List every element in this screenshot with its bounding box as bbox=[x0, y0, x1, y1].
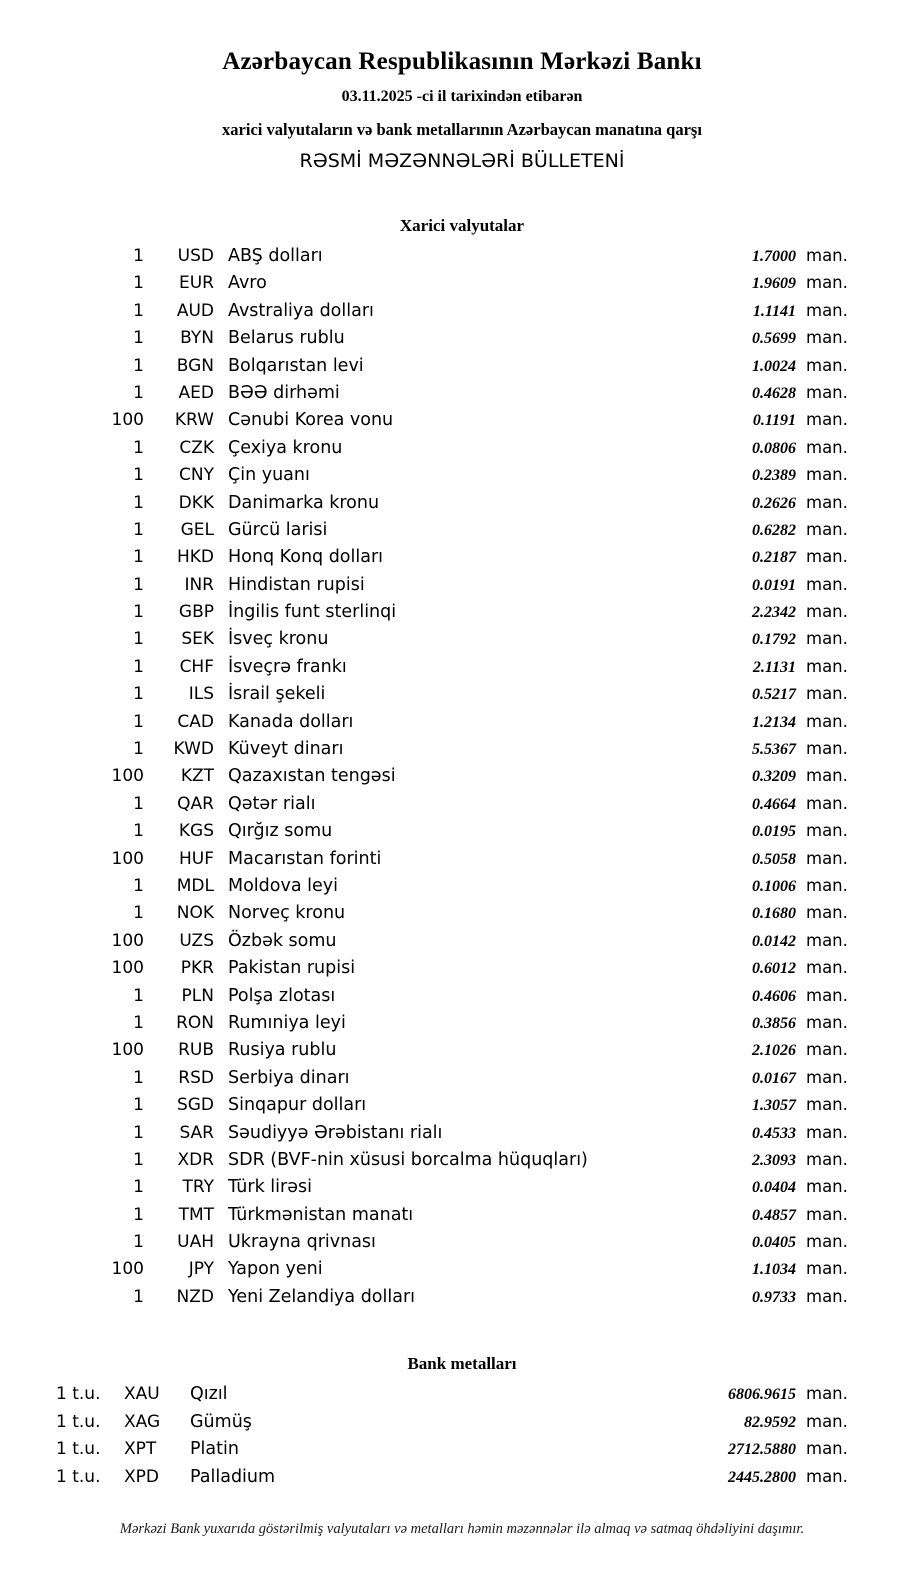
table-row bbox=[56, 547, 868, 574]
currency-name: Qırğız somu bbox=[228, 821, 333, 842]
currency-quantity: 1 bbox=[133, 629, 144, 650]
currency-name: Bolqarıstan levi bbox=[228, 355, 364, 376]
table-row bbox=[56, 1068, 868, 1095]
currency-rate: 0.6012 bbox=[752, 960, 796, 978]
currency-name: Qazaxıstan tengəsi bbox=[228, 766, 396, 787]
currency-unit: man. bbox=[806, 848, 848, 868]
table-row bbox=[56, 438, 868, 465]
currency-code: NZD bbox=[176, 1286, 214, 1307]
currency-quantity: 1 bbox=[133, 492, 144, 513]
table-row bbox=[56, 1095, 868, 1122]
currency-rate: 0.3856 bbox=[752, 1014, 796, 1032]
metal-code: XAU bbox=[124, 1384, 160, 1405]
effective-date-line: 03.11.2025 -ci il tarixindən etibarən bbox=[341, 88, 583, 105]
table-row bbox=[56, 1384, 868, 1412]
currency-name: Yapon yeni bbox=[228, 1259, 323, 1280]
currency-name: Özbək somu bbox=[228, 930, 337, 951]
currency-name: Türk lirəsi bbox=[228, 1177, 312, 1198]
section-title-metals: Bank metalları bbox=[407, 1354, 517, 1374]
currency-rate: 5.5367 bbox=[752, 741, 796, 759]
currency-unit: man. bbox=[806, 1259, 848, 1279]
currency-name: Kanada dolları bbox=[228, 711, 354, 732]
currency-rate: 0.5699 bbox=[752, 330, 796, 348]
currency-unit: man. bbox=[806, 930, 848, 950]
currency-quantity: 100 bbox=[111, 410, 144, 431]
currency-code: KWD bbox=[173, 739, 214, 760]
currency-rate: 0.4664 bbox=[752, 795, 796, 813]
currency-quantity: 1 bbox=[133, 355, 144, 376]
currency-name: Honq Konq dolları bbox=[228, 547, 384, 568]
bulletin-heading: RƏSMİ MƏZƏNNƏLƏRİ BÜLLETENİ bbox=[299, 150, 625, 172]
currency-code: SGD bbox=[176, 1095, 214, 1116]
currency-quantity: 1 bbox=[133, 875, 144, 896]
currency-quantity: 100 bbox=[111, 848, 144, 869]
metal-quantity: 1 t.u. bbox=[56, 1384, 101, 1405]
currency-code: RON bbox=[176, 1012, 214, 1033]
currency-name: Sinqapur dolları bbox=[228, 1095, 367, 1116]
currency-quantity: 1 bbox=[133, 821, 144, 842]
currency-name: Danimarka kronu bbox=[228, 492, 380, 513]
currency-code: INR bbox=[184, 574, 214, 595]
table-row bbox=[56, 657, 868, 684]
currency-unit: man. bbox=[806, 903, 848, 923]
currency-rate: 0.6282 bbox=[752, 521, 796, 539]
table-row bbox=[56, 1040, 868, 1067]
currency-name: Macarıstan forinti bbox=[228, 848, 382, 869]
currency-name: İsveç kronu bbox=[228, 629, 329, 650]
currency-rate: 0.1792 bbox=[752, 631, 796, 649]
currency-rate: 0.9733 bbox=[752, 1288, 796, 1306]
currency-rate: 0.2187 bbox=[752, 549, 796, 567]
metal-unit: man. bbox=[806, 1439, 848, 1459]
table-row bbox=[56, 1123, 868, 1150]
currency-code: RUB bbox=[178, 1040, 214, 1061]
currency-quantity: 1 bbox=[133, 656, 144, 677]
currency-name: Moldova leyi bbox=[228, 875, 338, 896]
currency-unit: man. bbox=[806, 766, 848, 786]
currency-quantity: 1 bbox=[133, 602, 144, 623]
currency-quantity: 1 bbox=[133, 793, 144, 814]
currency-code: CAD bbox=[177, 711, 214, 732]
currency-quantity: 1 bbox=[133, 684, 144, 705]
table-row bbox=[56, 246, 868, 273]
table-row bbox=[56, 1150, 868, 1177]
currency-quantity: 1 bbox=[133, 1067, 144, 1088]
currency-rate: 0.2389 bbox=[752, 467, 796, 485]
metal-name: Palladium bbox=[190, 1467, 276, 1488]
currency-name: Avstraliya dolları bbox=[228, 300, 374, 321]
currency-unit: man. bbox=[806, 300, 848, 320]
currency-unit: man. bbox=[806, 1177, 848, 1197]
table-row bbox=[56, 903, 868, 930]
currency-unit: man. bbox=[806, 1204, 848, 1224]
currency-unit: man. bbox=[806, 410, 848, 430]
table-row bbox=[56, 1259, 868, 1286]
currency-rows bbox=[56, 246, 868, 1314]
currency-rate: 2.2342 bbox=[752, 604, 796, 622]
currency-quantity: 1 bbox=[133, 300, 144, 321]
currency-name: Belarus rublu bbox=[228, 328, 345, 349]
document-header bbox=[56, 48, 868, 172]
metal-name: Gümüş bbox=[190, 1411, 252, 1432]
currency-quantity: 1 bbox=[133, 246, 144, 266]
currency-code: UAH bbox=[177, 1232, 214, 1253]
currency-unit: man. bbox=[806, 1095, 848, 1115]
currency-quantity: 1 bbox=[133, 1204, 144, 1225]
currency-quantity: 1 bbox=[133, 739, 144, 760]
currency-name: Ukrayna qrivnası bbox=[228, 1232, 376, 1253]
currency-rate: 0.0195 bbox=[752, 823, 796, 841]
currency-unit: man. bbox=[806, 1067, 848, 1087]
currency-rate: 0.4857 bbox=[752, 1206, 796, 1224]
currency-name: Gürcü larisi bbox=[228, 519, 328, 540]
table-row bbox=[56, 602, 868, 629]
currency-quantity: 1 bbox=[133, 985, 144, 1006]
metal-code: XAG bbox=[124, 1411, 161, 1432]
table-row bbox=[56, 1412, 868, 1440]
currency-quantity: 1 bbox=[133, 903, 144, 924]
currency-rate: 2.3093 bbox=[752, 1151, 796, 1169]
currency-quantity: 1 bbox=[133, 382, 144, 403]
currency-unit: man. bbox=[806, 684, 848, 704]
currency-code: KZT bbox=[180, 766, 214, 787]
currency-quantity: 1 bbox=[133, 465, 144, 486]
table-row bbox=[56, 1177, 868, 1204]
currency-unit: man. bbox=[806, 1232, 848, 1252]
currency-rate: 0.1006 bbox=[752, 877, 796, 895]
currency-unit: man. bbox=[806, 793, 848, 813]
table-row bbox=[56, 273, 868, 300]
currency-code: GEL bbox=[180, 519, 214, 540]
currency-quantity: 1 bbox=[133, 1149, 144, 1170]
metal-code: XPT bbox=[124, 1439, 157, 1460]
currency-code: BYN bbox=[180, 328, 214, 349]
currency-name: İsveçrə frankı bbox=[228, 656, 347, 677]
currency-unit: man. bbox=[806, 1012, 848, 1032]
currency-code: NOK bbox=[176, 903, 214, 924]
currency-name: Pakistan rupisi bbox=[228, 958, 356, 979]
currency-rate: 0.5058 bbox=[752, 850, 796, 868]
currency-unit: man. bbox=[806, 656, 848, 676]
currency-quantity: 100 bbox=[111, 958, 144, 979]
currency-name: Türkmənistan manatı bbox=[228, 1204, 414, 1225]
currency-quantity: 1 bbox=[133, 1232, 144, 1253]
currency-unit: man. bbox=[806, 1149, 848, 1169]
document-subtitle: xarici valyutaların və bank metallarının Azərbaycan manatına qarşı bbox=[222, 120, 702, 139]
currency-code: UZS bbox=[179, 930, 214, 951]
currency-unit: man. bbox=[806, 547, 848, 567]
currency-quantity: 1 bbox=[133, 1177, 144, 1198]
table-row bbox=[56, 1287, 868, 1314]
currency-unit: man. bbox=[806, 821, 848, 841]
table-row bbox=[56, 383, 868, 410]
currency-unit: man. bbox=[806, 519, 848, 539]
table-row bbox=[56, 575, 868, 602]
currency-code: TRY bbox=[182, 1177, 214, 1198]
currency-rate: 1.2134 bbox=[752, 713, 796, 731]
currency-rate: 0.0405 bbox=[752, 1234, 796, 1252]
table-row bbox=[56, 1232, 868, 1259]
currency-unit: man. bbox=[806, 355, 848, 375]
currency-quantity: 1 bbox=[133, 1012, 144, 1033]
currency-quantity: 1 bbox=[133, 1286, 144, 1307]
currency-name: ABŞ dolları bbox=[228, 246, 323, 266]
table-row bbox=[56, 328, 868, 355]
currency-code: DKK bbox=[178, 492, 214, 513]
currency-unit: man. bbox=[806, 437, 848, 457]
currency-name: İngilis funt sterlinqi bbox=[228, 602, 397, 623]
table-row bbox=[56, 356, 868, 383]
metal-name: Platin bbox=[190, 1439, 239, 1460]
currency-unit: man. bbox=[806, 1286, 848, 1306]
table-row bbox=[56, 520, 868, 547]
currency-unit: man. bbox=[806, 574, 848, 594]
currency-quantity: 1 bbox=[133, 519, 144, 540]
table-row bbox=[56, 1205, 868, 1232]
currency-name: Norveç kronu bbox=[228, 903, 346, 924]
metal-quantity: 1 t.u. bbox=[56, 1467, 101, 1488]
currency-code: TMT bbox=[178, 1204, 214, 1225]
table-row bbox=[56, 931, 868, 958]
table-row bbox=[56, 465, 868, 492]
metal-unit: man. bbox=[806, 1467, 848, 1487]
currency-quantity: 1 bbox=[133, 273, 144, 294]
currency-code: HKD bbox=[176, 547, 214, 568]
currency-unit: man. bbox=[806, 629, 848, 649]
currency-quantity: 1 bbox=[133, 574, 144, 595]
table-row bbox=[56, 712, 868, 739]
currency-quantity: 1 bbox=[133, 1095, 144, 1116]
currency-rate: 1.1034 bbox=[752, 1261, 796, 1279]
currency-code: HUF bbox=[178, 848, 214, 869]
metal-code: XPD bbox=[124, 1467, 159, 1488]
currency-rate: 0.0142 bbox=[752, 932, 796, 950]
metal-quantity: 1 t.u. bbox=[56, 1439, 101, 1460]
currency-unit: man. bbox=[806, 465, 848, 485]
currency-code: GBP bbox=[178, 602, 214, 623]
metal-rows bbox=[56, 1384, 868, 1494]
currency-name: Yeni Zelandiya dolları bbox=[228, 1286, 416, 1307]
currency-name: Küveyt dinarı bbox=[228, 739, 344, 760]
table-row bbox=[56, 684, 868, 711]
currency-quantity: 100 bbox=[111, 766, 144, 787]
metal-quantity: 1 t.u. bbox=[56, 1411, 101, 1432]
table-row bbox=[56, 629, 868, 656]
currency-code: USD bbox=[177, 246, 214, 266]
currency-name: Serbiya dinarı bbox=[228, 1067, 350, 1088]
metal-name: Qızıl bbox=[190, 1384, 228, 1405]
currency-name: Səudiyyə Ərəbistanı rialı bbox=[228, 1122, 443, 1143]
currency-code: AUD bbox=[176, 300, 214, 321]
currency-code: KGS bbox=[178, 821, 214, 842]
table-row bbox=[56, 794, 868, 821]
currency-code: ILS bbox=[188, 684, 214, 705]
currency-name: İsrail şekeli bbox=[228, 684, 326, 705]
currency-rate: 0.0404 bbox=[752, 1179, 796, 1197]
currency-name: Polşa zlotası bbox=[228, 985, 336, 1006]
currency-quantity: 100 bbox=[111, 1040, 144, 1061]
currency-rate: 0.0806 bbox=[752, 439, 796, 457]
currency-code: JPY bbox=[188, 1259, 214, 1280]
currency-quantity: 1 bbox=[133, 328, 144, 349]
currency-quantity: 100 bbox=[111, 930, 144, 951]
currency-quantity: 1 bbox=[133, 1122, 144, 1143]
currency-rate: 1.3057 bbox=[752, 1097, 796, 1115]
currency-code: PLN bbox=[181, 985, 214, 1006]
section-title-currencies: Xarici valyutalar bbox=[399, 216, 525, 235]
currency-code: MDL bbox=[176, 875, 214, 896]
currency-name: BƏƏ dirhəmi bbox=[228, 382, 340, 403]
currency-rate: 0.0191 bbox=[752, 576, 796, 594]
metal-rate: 82.9592 bbox=[744, 1413, 796, 1431]
currency-unit: man. bbox=[806, 492, 848, 512]
currency-name: Çin yuanı bbox=[228, 465, 310, 486]
currency-rate: 0.1680 bbox=[752, 905, 796, 923]
currency-name: Avro bbox=[228, 273, 267, 294]
metal-rate: 6806.9615 bbox=[728, 1386, 796, 1404]
metal-rate: 2712.5880 bbox=[728, 1441, 796, 1459]
currency-code: BGN bbox=[176, 355, 214, 376]
currency-name: Çexiya kronu bbox=[228, 437, 343, 458]
metal-unit: man. bbox=[806, 1411, 848, 1431]
currency-name: SDR (BVF-nin xüsusi borcalma hüquqları) bbox=[228, 1149, 588, 1170]
table-row bbox=[56, 739, 868, 766]
currency-rate: 2.1131 bbox=[752, 658, 796, 676]
currency-rate: 0.4628 bbox=[752, 384, 796, 402]
table-row bbox=[56, 849, 868, 876]
currency-quantity: 100 bbox=[111, 1259, 144, 1280]
currency-name: Qətər rialı bbox=[228, 793, 316, 814]
currency-quantity: 1 bbox=[133, 711, 144, 732]
currency-code: RSD bbox=[178, 1067, 214, 1088]
currency-rate: 0.0167 bbox=[752, 1069, 796, 1087]
table-row bbox=[56, 821, 868, 848]
currency-code: SEK bbox=[181, 629, 214, 650]
currency-unit: man. bbox=[806, 602, 848, 622]
currency-rate: 1.9609 bbox=[752, 275, 796, 293]
currency-name: Rusiya rublu bbox=[228, 1040, 337, 1061]
metal-rates-table bbox=[56, 1384, 868, 1494]
currency-code: CNY bbox=[179, 465, 214, 486]
currency-code: PKR bbox=[180, 958, 214, 979]
currency-quantity: 1 bbox=[133, 547, 144, 568]
currency-code: KRW bbox=[174, 410, 214, 431]
metal-unit: man. bbox=[806, 1384, 848, 1404]
currency-unit: man. bbox=[806, 328, 848, 348]
currency-unit: man. bbox=[806, 739, 848, 759]
table-row bbox=[56, 766, 868, 793]
currency-code: CHF bbox=[179, 656, 214, 677]
table-row bbox=[56, 493, 868, 520]
currency-unit: man. bbox=[806, 985, 848, 1005]
currency-rate: 1.1141 bbox=[752, 302, 796, 320]
currency-unit: man. bbox=[806, 1122, 848, 1142]
currency-code: CZK bbox=[179, 437, 214, 458]
currency-name: Hindistan rupisi bbox=[228, 574, 365, 595]
metal-rate: 2445.2800 bbox=[728, 1469, 796, 1487]
table-row bbox=[56, 986, 868, 1013]
currency-unit: man. bbox=[806, 382, 848, 402]
currency-rates-table bbox=[56, 246, 868, 1314]
currency-name: Rumıniya leyi bbox=[228, 1012, 346, 1033]
table-row bbox=[56, 876, 868, 903]
currency-rate: 0.2626 bbox=[752, 494, 796, 512]
currency-unit: man. bbox=[806, 273, 848, 293]
currency-unit: man. bbox=[806, 246, 848, 265]
currency-rate: 0.1191 bbox=[752, 412, 796, 430]
table-row bbox=[56, 410, 868, 437]
currency-code: XDR bbox=[177, 1149, 214, 1170]
currency-unit: man. bbox=[806, 711, 848, 731]
footer-note: Mərkəzi Bank yuxarıda göstərilmiş valyutaları və metalları həmin məzənnələr ilə almaq və satmaq öhdəliyini daşımır. bbox=[119, 1520, 805, 1537]
currency-code: AED bbox=[178, 382, 214, 403]
currency-code: EUR bbox=[179, 273, 214, 294]
table-row bbox=[56, 1013, 868, 1040]
currency-code: QAR bbox=[177, 793, 214, 814]
currency-rate: 1.7000 bbox=[752, 248, 796, 265]
currency-unit: man. bbox=[806, 1040, 848, 1060]
table-row bbox=[56, 1467, 868, 1495]
currency-rate: 0.4606 bbox=[752, 987, 796, 1005]
currency-name: Cənubi Korea vonu bbox=[228, 410, 394, 431]
currency-unit: man. bbox=[806, 958, 848, 978]
currency-rate: 0.3209 bbox=[752, 768, 796, 786]
currency-rate: 1.0024 bbox=[752, 357, 796, 375]
currency-rate: 2.1026 bbox=[752, 1042, 796, 1060]
currency-code: SAR bbox=[179, 1122, 214, 1143]
table-row bbox=[56, 301, 868, 328]
currency-rate: 0.4533 bbox=[752, 1124, 796, 1142]
table-row bbox=[56, 958, 868, 985]
table-row bbox=[56, 1439, 868, 1467]
currency-rate: 0.5217 bbox=[752, 686, 796, 704]
currency-unit: man. bbox=[806, 875, 848, 895]
currency-quantity: 1 bbox=[133, 437, 144, 458]
page-title: Azərbaycan Respublikasının Mərkəzi Bankı bbox=[222, 48, 702, 75]
